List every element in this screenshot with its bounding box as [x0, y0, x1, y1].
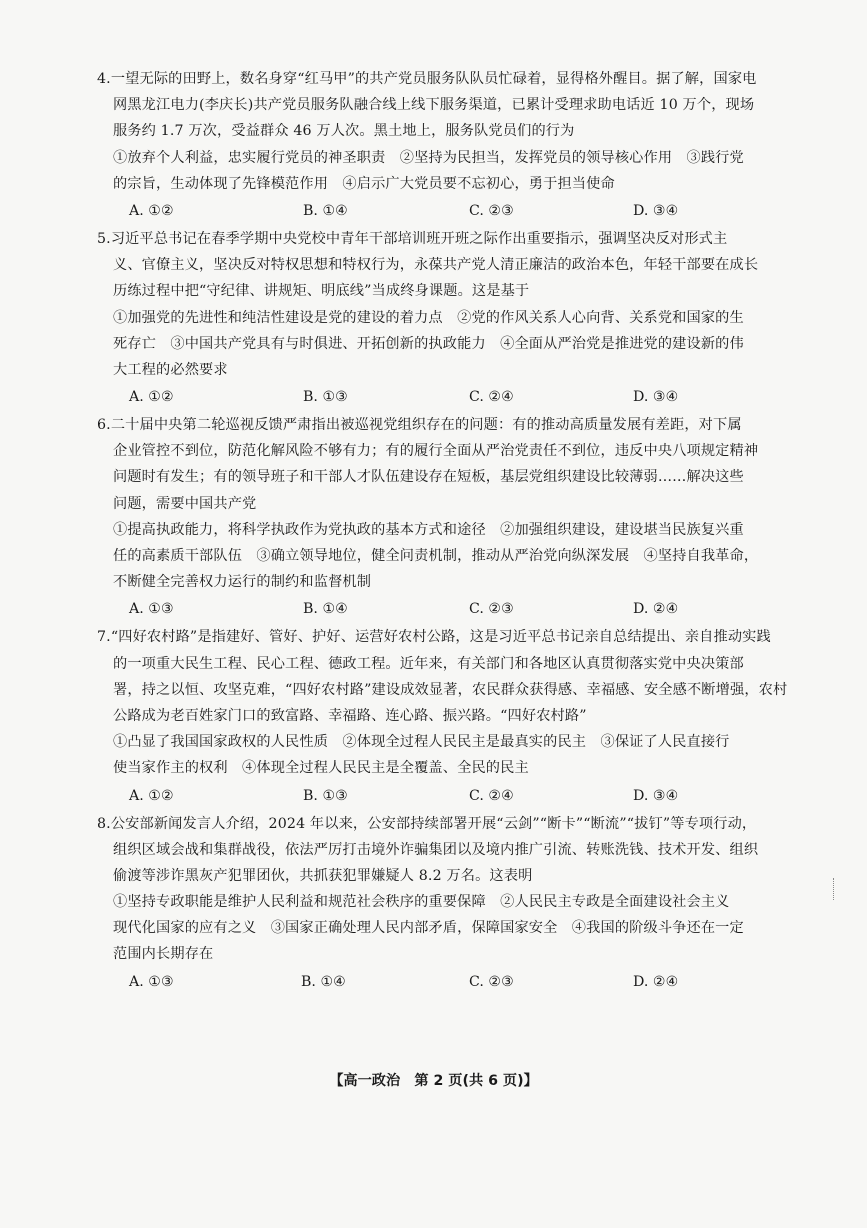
question-text-line: 公路成为老百姓家门口的致富路、幸福路、连心路、振兴路。“四好农村路” [113, 707, 587, 724]
option-b: B. ①③ [303, 787, 348, 804]
page-footer: 【高一政治 第 2 页(共 6 页)】 [329, 1073, 538, 1089]
question-stem: 6.二十届中央第二轮巡视反馈严肃指出被巡视党组织存在的问题：有的推动高质量发展有差距，对下属 [97, 417, 742, 434]
question-text-line: 偷渡等涉诈黑灰产犯罪团伙，共抓获犯罪嫌疑人 8.2 万名。这表明 [113, 867, 533, 884]
question-text-line: 网黑龙江电力(李庆长)共产党员服务队融合线上线下服务渠道，已累计受理求助电话近 10 万个，现场 [113, 97, 755, 114]
question-text-line: 义、官僚主义，坚决反对特权思想和特权行为，永葆共产党人清正廉洁的政治本色，年轻干部要在成长 [113, 257, 759, 274]
question-4 [97, 66, 793, 225]
option-c: C. ②③ [469, 601, 514, 618]
option-a: A. ①② [129, 787, 174, 804]
option-d: D. ③④ [633, 202, 679, 219]
answer-options [113, 197, 793, 225]
answer-options [113, 782, 793, 810]
question-stem: 8.公安部新闻发言人介绍，2024 年以来，公安部持续部署开展“云剑”“断卡”“断流”“拔钉”等专项行动， [97, 815, 757, 832]
option-d: D. ②④ [633, 601, 679, 618]
question-5 [97, 226, 793, 411]
question-6 [97, 412, 793, 623]
question-text-line: 企业管控不到位，防范化解风险不够有力；有的履行全面从严治党责任不到位，违反中央八项规定精神 [113, 443, 759, 460]
question-text-line: ①坚持专政职能是维护人民利益和规范社会秩序的重要保障 ②人民民主专政是全面建设社会主义 [113, 894, 730, 911]
option-a: A. ①③ [129, 973, 174, 990]
option-b: B. ①③ [303, 389, 348, 406]
question-stem: 7.“四好农村路”是指建好、管好、护好、运营好农村公路，这是习近平总书记亲自总结提出、亲自推动实践 [97, 629, 771, 646]
question-stem: 4.一望无际的田野上，数名身穿“红马甲”的共产党员服务队队员忙碌着，显得格外醒目。据了解，国家电 [97, 71, 757, 87]
question-text-line: 问题，需要中国共产党 [113, 495, 257, 512]
question-text-line: 的一项重大民生工程、民心工程、德政工程。近年来，有关部门和各地区认真贯彻落实党中央决策部 [113, 655, 744, 672]
option-b: B. ①④ [301, 973, 346, 990]
option-c: C. ②③ [469, 202, 514, 219]
question-text-line: 的宗旨，生动体现了先锋模范作用 ④启示广大党员要不忘初心，勇于担当使命 [113, 175, 615, 192]
answer-options [113, 595, 793, 623]
option-d: D. ③④ [633, 389, 679, 406]
option-b: B. ①④ [303, 601, 348, 618]
question-text-line: 使当家作主的权利 ④体现全过程人民民主是全覆盖、全民的民主 [113, 760, 529, 777]
option-a: A. ①② [129, 202, 174, 219]
question-list [97, 66, 793, 997]
option-c: C. ②④ [469, 389, 514, 406]
question-text-line: ①放弃个人利益，忠实履行党员的神圣职责 ②坚持为民担当，发挥党员的领导核心作用 ③践行党 [113, 149, 744, 166]
question-text-line: 组织区域会战和集群战役，依法严厉打击境外诈骗集团以及境内推广引流、转账洗钱、技术开发、组织 [113, 841, 759, 858]
option-d: D. ③④ [633, 787, 679, 804]
question-text-line: ①凸显了我国国家政权的人民性质 ②体现全过程人民民主是最真实的民主 ③保证了人民直接行 [113, 734, 730, 751]
question-text-line: ①加强党的先进性和纯洁性建设是党的建设的着力点 ②党的作风关系人心向背、关系党和国家的生 [113, 309, 744, 326]
question-text-line: 问题时有发生；有的领导班子和干部人才队伍建设存在短板，基层党组织建设比较薄弱……解决这些 [113, 469, 744, 486]
option-d: D. ②④ [633, 973, 679, 990]
question-text-line: 任的高素质干部队伍 ③确立领导地位，健全问责机制，推动从严治党向纵深发展 ④坚持自我革命， [113, 548, 759, 564]
option-a: A. ①③ [129, 601, 174, 618]
question-text-line: 服务约 1.7 万次，受益群众 46 万人次。黑土地上，服务队党员们的行为 [113, 123, 575, 140]
question-text-line: 署，持之以恒、攻坚克难，“四好农村路”建设成效显著，农民群众获得感、幸福感、安全感不断增强，农村 [113, 681, 788, 698]
option-c: C. ②③ [469, 973, 514, 990]
question-stem: 5.习近平总书记在春季学期中央党校中青年干部培训班开班之际作出重要指示，强调坚决反对形式主 [97, 230, 728, 247]
margin-mark [833, 878, 837, 900]
question-7 [97, 624, 793, 809]
question-text-line: 范围内长期存在 [113, 946, 214, 963]
question-text-line: 现代化国家的应有之义 ③国家正确处理人民内部矛盾，保障国家安全 ④我国的阶级斗争还在一定 [113, 920, 744, 937]
question-text-line: ①提高执政能力，将科学执政作为党执政的基本方式和途径 ②加强组织建设，建设堪当民族复兴重 [113, 521, 744, 538]
answer-options [113, 383, 793, 411]
question-text-line: 大工程的必然要求 [113, 361, 228, 378]
option-b: B. ①④ [303, 202, 348, 219]
question-text-line: 不断健全完善权力运行的制约和监督机制 [113, 574, 372, 591]
question-text-line: 死存亡 ③中国共产党具有与时俱进、开拓创新的执政能力 ④全面从严治党是推进党的建设新的伟 [113, 335, 744, 352]
answer-options [113, 968, 793, 996]
option-a: A. ①② [129, 389, 174, 406]
question-8 [97, 811, 793, 996]
option-c: C. ②④ [469, 787, 514, 804]
question-text-line: 历练过程中把“守纪律、讲规矩、明底线”当成终身课题。这是基于 [113, 283, 530, 300]
